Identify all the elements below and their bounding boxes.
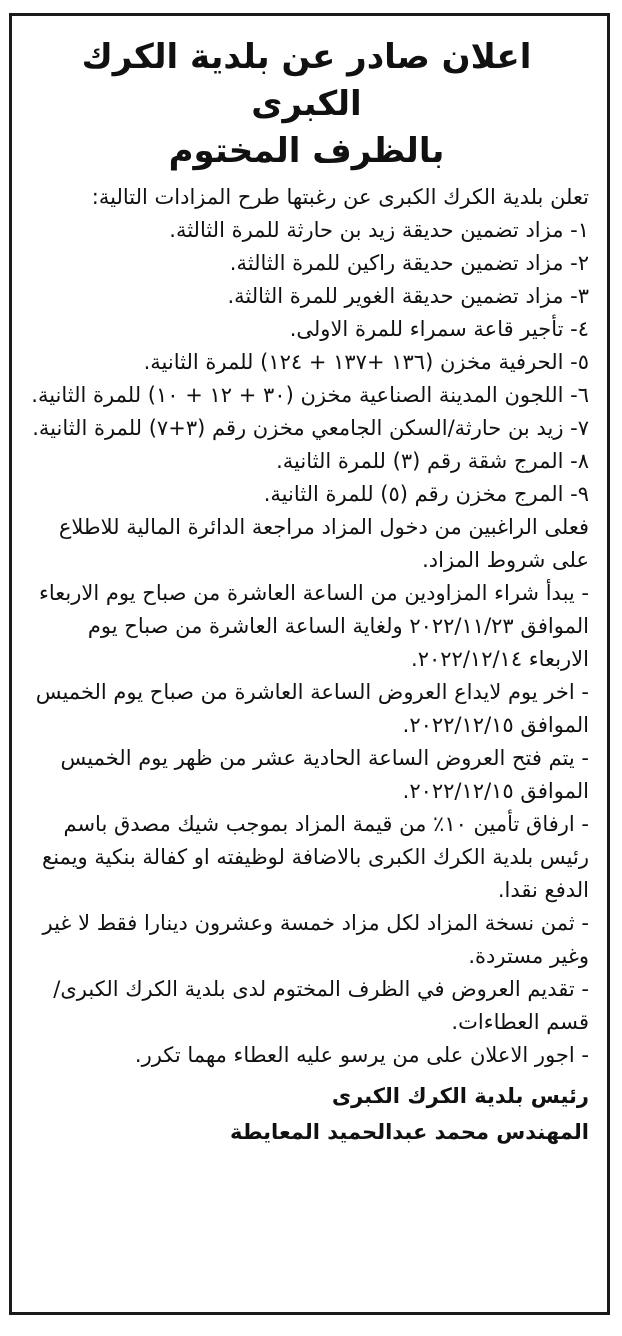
condition-purchase-period: - يبدأ شراء المزاودين من الساعة العاشرة من صباح يوم الاربعاء الموافق ٢٠٢٢/١١/٢٣ ولغاية الساعة العاشرة من صباح يوم الاربعاء ٢٠٢٢/١٢/١٤. — [39, 581, 589, 671]
intro-text: تعلن بلدية الكرك الكبرى عن رغبتها طرح المزادات التالية: — [91, 185, 589, 209]
auction-item-6: ٦- اللجون المدينة الصناعية مخزن (٣٠ + ١٢ + ١٠) للمرة الثانية. — [31, 383, 589, 407]
signature-name: المهندس محمد عبدالحميد المعايطة — [229, 1120, 589, 1144]
condition-opening-time: - يتم فتح العروض الساعة الحادية عشر من ظهر يوم الخميس الموافق ٢٠٢٢/١٢/١٥. — [60, 746, 589, 803]
signature-title: رئيس بلدية الكرك الكبرى — [331, 1084, 589, 1108]
announcement-frame — [9, 13, 610, 1315]
condition-guarantee: - ارفاق تأمين ١٠٪ من قيمة المزاد بموجب شيك مصدق باسم رئيس بلدية الكرك الكبرى بالاضافة لوظيفته او كفالة بنكية ويمنع الدفع نقدا. — [42, 812, 589, 902]
auction-item-8: ٨- المرج شقة رقم (٣) للمرة الثانية. — [276, 449, 589, 473]
title-line-1: اعلان صادر عن بلدية الكرك الكبرى — [81, 37, 532, 124]
condition-deposit-deadline: - اخر يوم لايداع العروض الساعة العاشرة من صباح يوم الخميس الموافق ٢٠٢٢/١٢/١٥. — [35, 680, 589, 737]
condition-copy-price: - ثمن نسخة المزاد لكل مزاد خمسة وعشرون دينارا فقط لا غير وغير مستردة. — [42, 911, 589, 968]
condition-ad-fees: - اجور الاعلان على من يرسو عليه العطاء مهما تكرر. — [134, 1043, 589, 1067]
auction-item-9: ٩- المرج مخزن رقم (٥) للمرة الثانية. — [263, 482, 589, 506]
condition-submission: - تقديم العروض في الظرف المختوم لدى بلدية الكرك الكبرى/قسم العطاءات. — [53, 977, 589, 1034]
auction-item-3: ٣- مزاد تضمين حديقة الغوير للمرة الثالثة. — [227, 284, 589, 308]
announcement-title — [24, 34, 589, 175]
instructions-paragraph: فعلى الراغبين من دخول المزاد مراجعة الدائرة المالية للاطلاع على شروط المزاد. — [58, 515, 589, 572]
auction-list — [24, 214, 589, 511]
auction-item-1: ١- مزاد تضمين حديقة زيد بن حارثة للمرة الثالثة. — [169, 218, 589, 242]
title-line-2: بالظرف المختوم — [168, 131, 445, 171]
auction-item-7: ٧- زيد بن حارثة/السكن الجامعي مخزن رقم (٣+٧) للمرة الثانية. — [32, 416, 589, 440]
auction-item-4: ٤- تأجير قاعة سمراء للمرة الاولى. — [289, 317, 589, 341]
auction-item-2: ٢- مزاد تضمين حديقة راكين للمرة الثالثة. — [229, 251, 589, 275]
signature-block — [24, 1078, 589, 1150]
auction-item-5: ٥- الحرفية مخزن (١٣٦ +١٣٧ + ١٢٤) للمرة الثانية. — [143, 350, 589, 374]
